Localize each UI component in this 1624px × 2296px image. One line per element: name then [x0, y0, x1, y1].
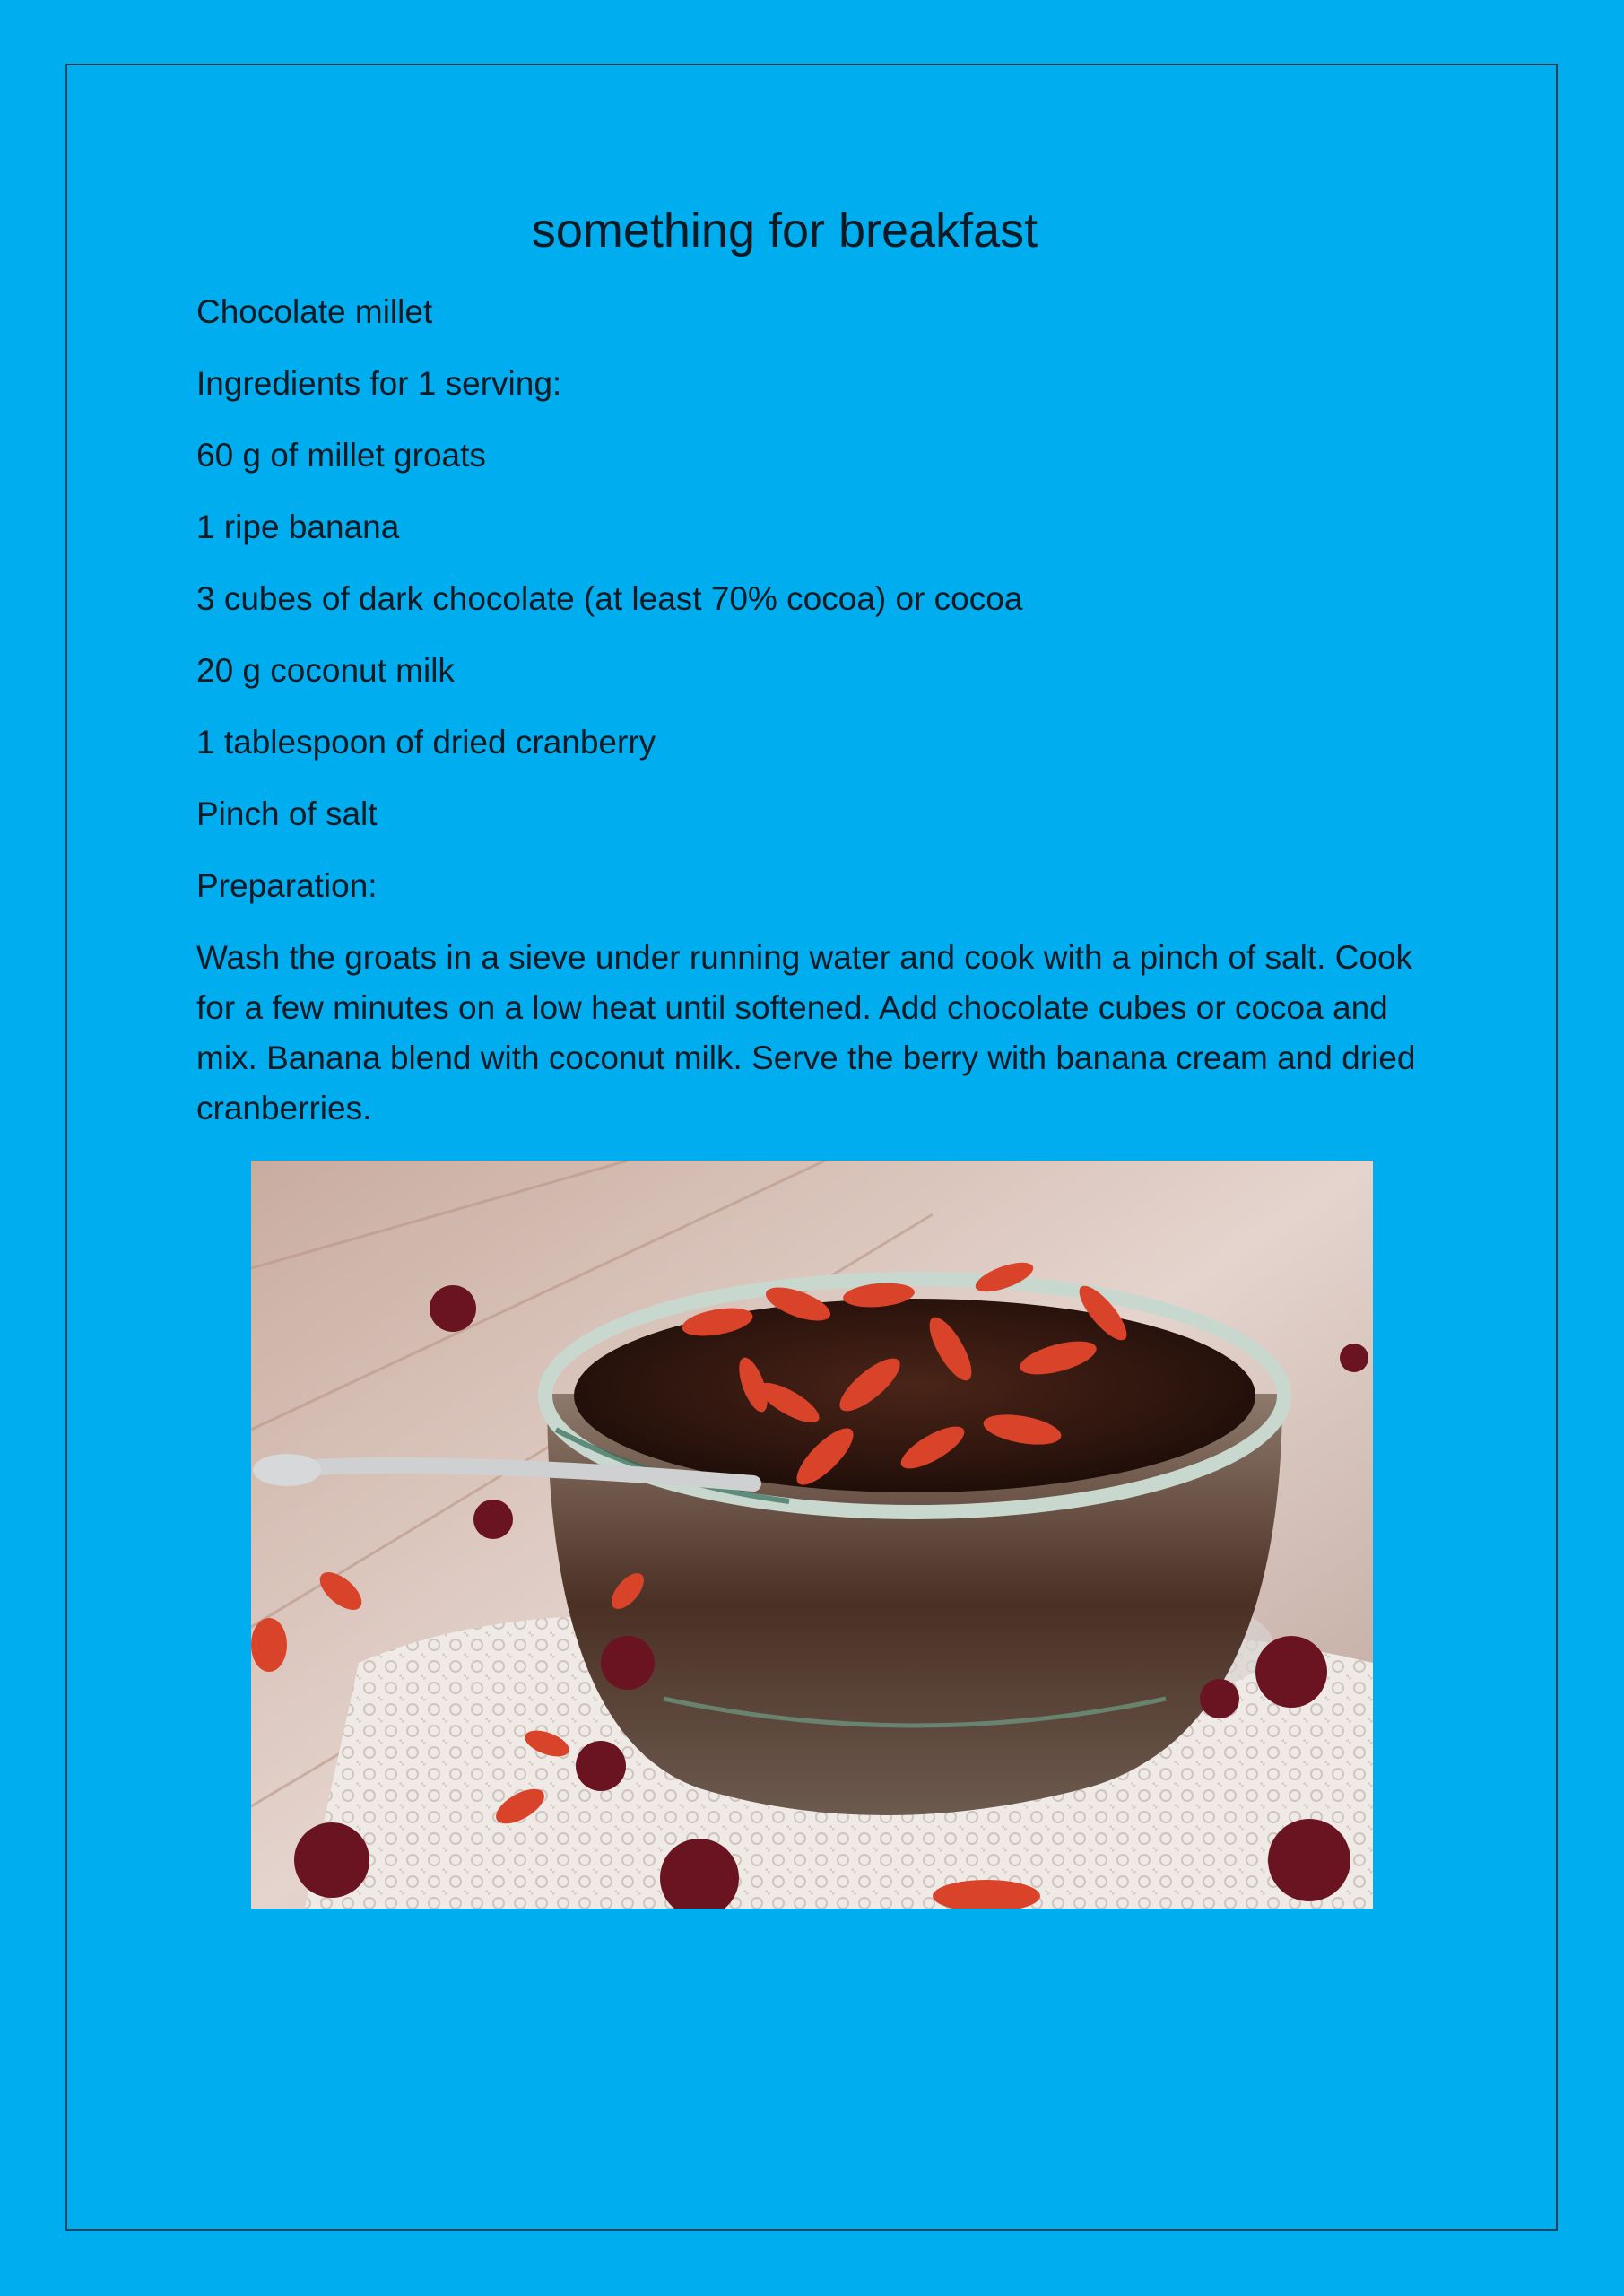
- preparation-heading: Preparation:: [196, 867, 378, 904]
- page-title: something for breakfast: [531, 204, 1038, 257]
- ingredient-item: 1 ripe banana: [196, 509, 400, 545]
- ingredient-item: 60 g of millet groats: [196, 437, 486, 474]
- ingredient-item: 3 cubes of dark chocolate (at least 70% cocoa) or cocoa: [196, 580, 1023, 617]
- ingredient-item: 20 g coconut milk: [196, 652, 455, 689]
- ingredient-item: 1 tablespoon of dried cranberry: [196, 724, 656, 761]
- preparation-text: Wash the groats in a sieve under running water and cook with a pinch of salt. Cook for a few minutes on a low heat until softened. Add chocolate cubes or cocoa and mix. Banana blend with coconut milk. Serve the berry with banana cream and dried cranberries.: [196, 939, 1416, 1126]
- ingredients-heading: Ingredients for 1 serving:: [196, 365, 562, 402]
- recipe-content: [196, 287, 1416, 1134]
- recipe-name: Chocolate millet: [196, 293, 433, 330]
- recipe-photo: [251, 1161, 1373, 1909]
- ingredient-item: Pinch of salt: [196, 796, 378, 832]
- chocolate-millet-bowl-image: [251, 1161, 1373, 1909]
